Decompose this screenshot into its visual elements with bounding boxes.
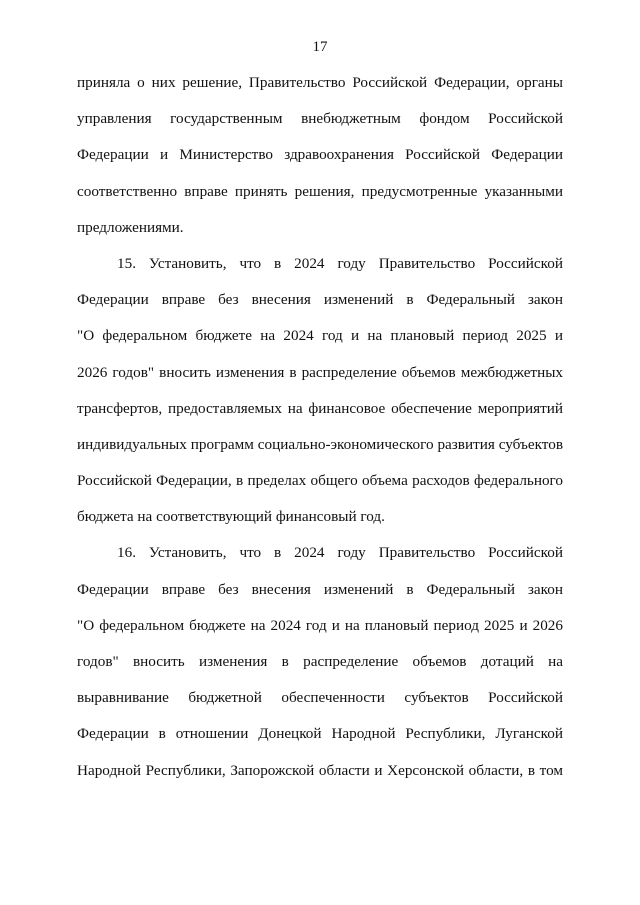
text-line: Российской Федерации, в пределах общего объема расходов федерального — [77, 472, 563, 490]
text-line: управления государственным внебюджетным фондом Российской — [77, 110, 563, 128]
text-line: соответственно вправе принять решения, предусмотренные указанными — [77, 182, 563, 200]
paragraph-16 — [77, 543, 563, 796]
text-line: Федерации вправе без внесения изменений в Федеральный закон — [77, 291, 563, 309]
text-line: приняла о них решение, Правительство Российской Федерации, органы — [77, 74, 563, 91]
text-line: Федерации вправе без внесения изменений в Федеральный закон — [77, 580, 563, 598]
paragraph-continuation — [77, 73, 563, 254]
text-line: Федерации в отношении Донецкой Народной Республики, Луганской — [77, 725, 563, 743]
text-line: 15. Установить, что в 2024 году Правительство Российской — [117, 254, 563, 272]
text-line: предложениями. — [77, 218, 184, 236]
document-body — [77, 73, 563, 797]
text-line: выравнивание бюджетной обеспеченности субъектов Российской — [77, 689, 563, 707]
text-line: трансфертов, предоставляемых на финансовое обеспечение мероприятий — [77, 399, 563, 417]
paragraph-15 — [77, 254, 563, 544]
text-line: 2026 годов" вносить изменения в распределение объемов межбюджетных — [77, 363, 563, 381]
text-line: Народной Республики, Запорожской области и Херсонской области, в том — [77, 761, 563, 779]
page-number: 17 — [312, 39, 328, 55]
text-line: бюджета на соответствующий финансовый год. — [77, 508, 385, 526]
text-line: годов" вносить изменения в распределение объемов дотаций на — [77, 653, 563, 670]
text-line: индивидуальных программ социально-экономического развития субъектов — [77, 435, 563, 453]
text-line: 16. Установить, что в 2024 году Правительство Российской — [117, 544, 563, 562]
text-line: "О федеральном бюджете на 2024 год и на плановый период 2025 и — [77, 327, 563, 345]
text-line: Федерации и Министерство здравоохранения Российской Федерации — [77, 146, 563, 164]
text-line: "О федеральном бюджете на 2024 год и на плановый период 2025 и 2026 — [77, 616, 563, 634]
